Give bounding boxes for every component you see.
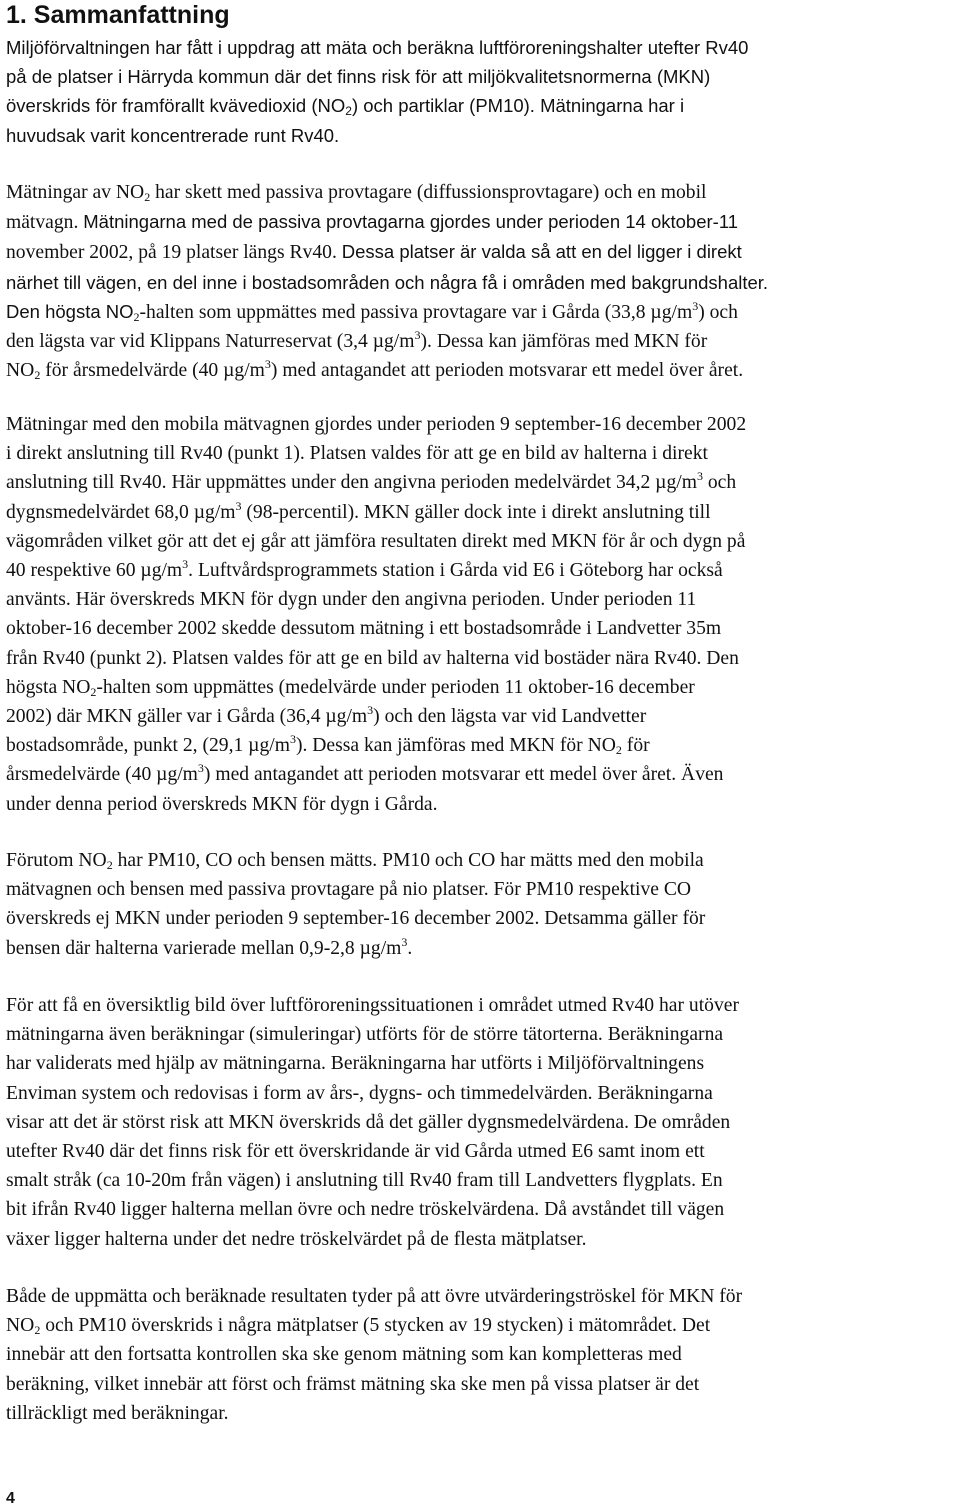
- text-line: $NO_2$ för årsmedelvärde (40 $\mu g/m^3$) med antagandet att perioden motsvarar ett medel över året.: [6, 357, 744, 383]
- paragraph-passive-sampling: [6, 178, 956, 385]
- text-line: på de platser i Härryda kommun där det finns risk för att miljökvalitetsnormerna (MKN): [6, 66, 711, 88]
- text-line: högsta $NO_2$-halten som uppmättes (medelvärde under perioden 11 oktober-16 december: [6, 676, 695, 699]
- paragraph-intro: [6, 33, 956, 150]
- paragraph-mobile-measurement: [6, 410, 956, 819]
- text-line: bensen där halterna varierade mellan 0,9-2,8 $\mu g/m^3$.: [6, 934, 413, 959]
- paragraph-simulations: [6, 991, 956, 1254]
- text-line: beräkning, vilket innebär att först och främst mätning ska ske men på vissa platser är det: [6, 1373, 700, 1395]
- text-line: För att få en översiktlig bild över luftföroreningssituationen i området utmed Rv40 har utöver: [6, 995, 739, 1016]
- text-line: använts. Här överskreds MKN för dygn under den angivna perioden. Under perioden 11: [6, 589, 697, 611]
- section-heading: 1. Sammanfattning: [6, 1, 230, 29]
- page-number: 4: [6, 1490, 15, 1507]
- text-line: mätvagn. Mätningarna med de passiva provtagarna gjordes under perioden 14 oktober-11: [6, 211, 739, 234]
- text-line: närhet till vägen, en del inne i bostadsområden och några få i områden med bakgrundshalter.: [6, 271, 769, 293]
- text-line: överskrids för framförallt kvävedioxid $(NO_2)$ och partiklar (PM10). Mätningarna har i: [6, 95, 685, 119]
- text-line: mätningarna även beräkningar (simuleringar) utförts för de större tätorterna. Beräkningarna: [6, 1024, 724, 1046]
- text-line: Både de uppmätta och beräknade resultaten tyder på att övre utvärderingströskel för MKN för: [6, 1286, 743, 1307]
- text-line: vägområden vilket gör att det ej går att jämföra resultaten direkt med MKN för år och dygn på: [6, 530, 746, 552]
- text-line: bostadsområde, punkt 2, (29,1 $\mu g/m^3$). Dessa kan jämföras med MKN för $NO_2$ för: [6, 732, 650, 758]
- text-line: visar att det är störst risk att MKN överskrids då det gäller dygnsmedelvärdena. De områden: [6, 1111, 731, 1133]
- text-line: från Rv40 (punkt 2). Platsen valdes för att ge en bild av halterna vid bostäder nära Rv40. Den: [6, 647, 739, 669]
- text-line: mätvagnen och bensen med passiva provtagare på nio platser. För PM10 respektive CO: [6, 879, 692, 901]
- text-line: oktober-16 december 2002 skedde dessutom mätning i ett bostadsområde i Landvetter 35m: [6, 618, 722, 640]
- text-line: Miljöförvaltningen har fått i uppdrag att mäta och beräkna luftföroreningshalter utefter Rv40: [6, 37, 749, 58]
- text-line: innebär att den fortsatta kontrollen ska ske genom mätning som kan kompletteras med: [6, 1344, 682, 1366]
- text-line: överskreds ej MKN under perioden 9 september-16 december 2002. Detsamma gäller för: [6, 908, 706, 930]
- paragraph-conclusion: [6, 1282, 956, 1428]
- text-line: har validerats med hjälp av mätningarna. Beräkningarna har utförts i Miljöförvaltningens: [6, 1053, 705, 1075]
- text-line: Den högsta $NO_2$-halten som uppmättes med passiva provtagare var i Gårda (33,8 $\mu g/m^3$) och: [6, 298, 738, 324]
- text-line: i direkt anslutning till Rv40 (punkt 1). Platsen valdes för att ge en bild av halterna i direkt: [6, 443, 708, 465]
- text-line: 40 respektive 60 $\mu g/m^3$. Luftvårdsprogrammets station i Gårda vid E6 i Göteborg har också: [6, 557, 723, 582]
- text-line: anslutning till Rv40. Här uppmättes under den angivna perioden medelvärdet 34,2 $\mu g/m^3$ och: [6, 469, 737, 494]
- text-line: den lägsta var vid Klippans Naturreservat (3,4 $\mu g/m^3$). Dessa kan jämföras med MKN för: [6, 328, 708, 353]
- paragraph-other-pollutants: [6, 846, 956, 963]
- text-line: tillräckligt med beräkningar.: [6, 1402, 229, 1424]
- text-line: Mätningar med den mobila mätvagnen gjordes under perioden 9 september-16 december 2002: [6, 414, 747, 435]
- text-line: växer ligger halterna under det nedre tröskelvärdet på de flesta mätplatser.: [6, 1228, 587, 1250]
- text-line: 2002) där MKN gäller var i Gårda (36,4 $\mu g/m^3$) och den lägsta var vid Landvetter: [6, 703, 647, 728]
- text-line: november 2002, på 19 platser längs Rv40. Dessa platser är valda så att en del ligger i direkt: [6, 241, 742, 264]
- text-line: under denna period överskreds MKN för dygn i Gårda.: [6, 793, 438, 815]
- text-line: dygnsmedelvärdet 68,0 $\mu g/m^3$ (98-percentil). MKN gäller dock inte i direkt anslutning till: [6, 498, 711, 523]
- text-line: bit ifrån Rv40 ligger halterna mellan övre och nedre tröskelvärdena. Då avståndet till vägen: [6, 1199, 725, 1221]
- text-line: smalt stråk (ca 10-20m från vägen) i anslutning till Rv40 fram till Landvetters flygplats. En: [6, 1170, 723, 1192]
- text-line: Förutom $NO_2$ har PM10, CO och bensen mätts. PM10 och CO har mätts med den mobila: [6, 850, 704, 872]
- text-line: huvudsak varit koncentrerade runt Rv40.: [6, 124, 340, 146]
- text-line: Enviman system och redovisas i form av års-, dygns- och timmedelvärden. Beräkningarna: [6, 1082, 713, 1104]
- text-line: Mätningar av $NO_2$ har skett med passiva provtagare (diffussionsprovtagare) och en mobil: [6, 182, 707, 204]
- text-line: $NO_2$ och PM10 överskrids i några mätplatser (5 stycken av 19 stycken) i mätområdet. Det: [6, 1315, 711, 1338]
- text-line: utefter Rv40 där det finns risk för ett överskridande är vid Gårda utmed E6 samt inom ett: [6, 1141, 705, 1163]
- text-line: årsmedelvärde (40 $\mu g/m^3$) med antagandet att perioden motsvarar ett medel över året. Även: [6, 761, 724, 786]
